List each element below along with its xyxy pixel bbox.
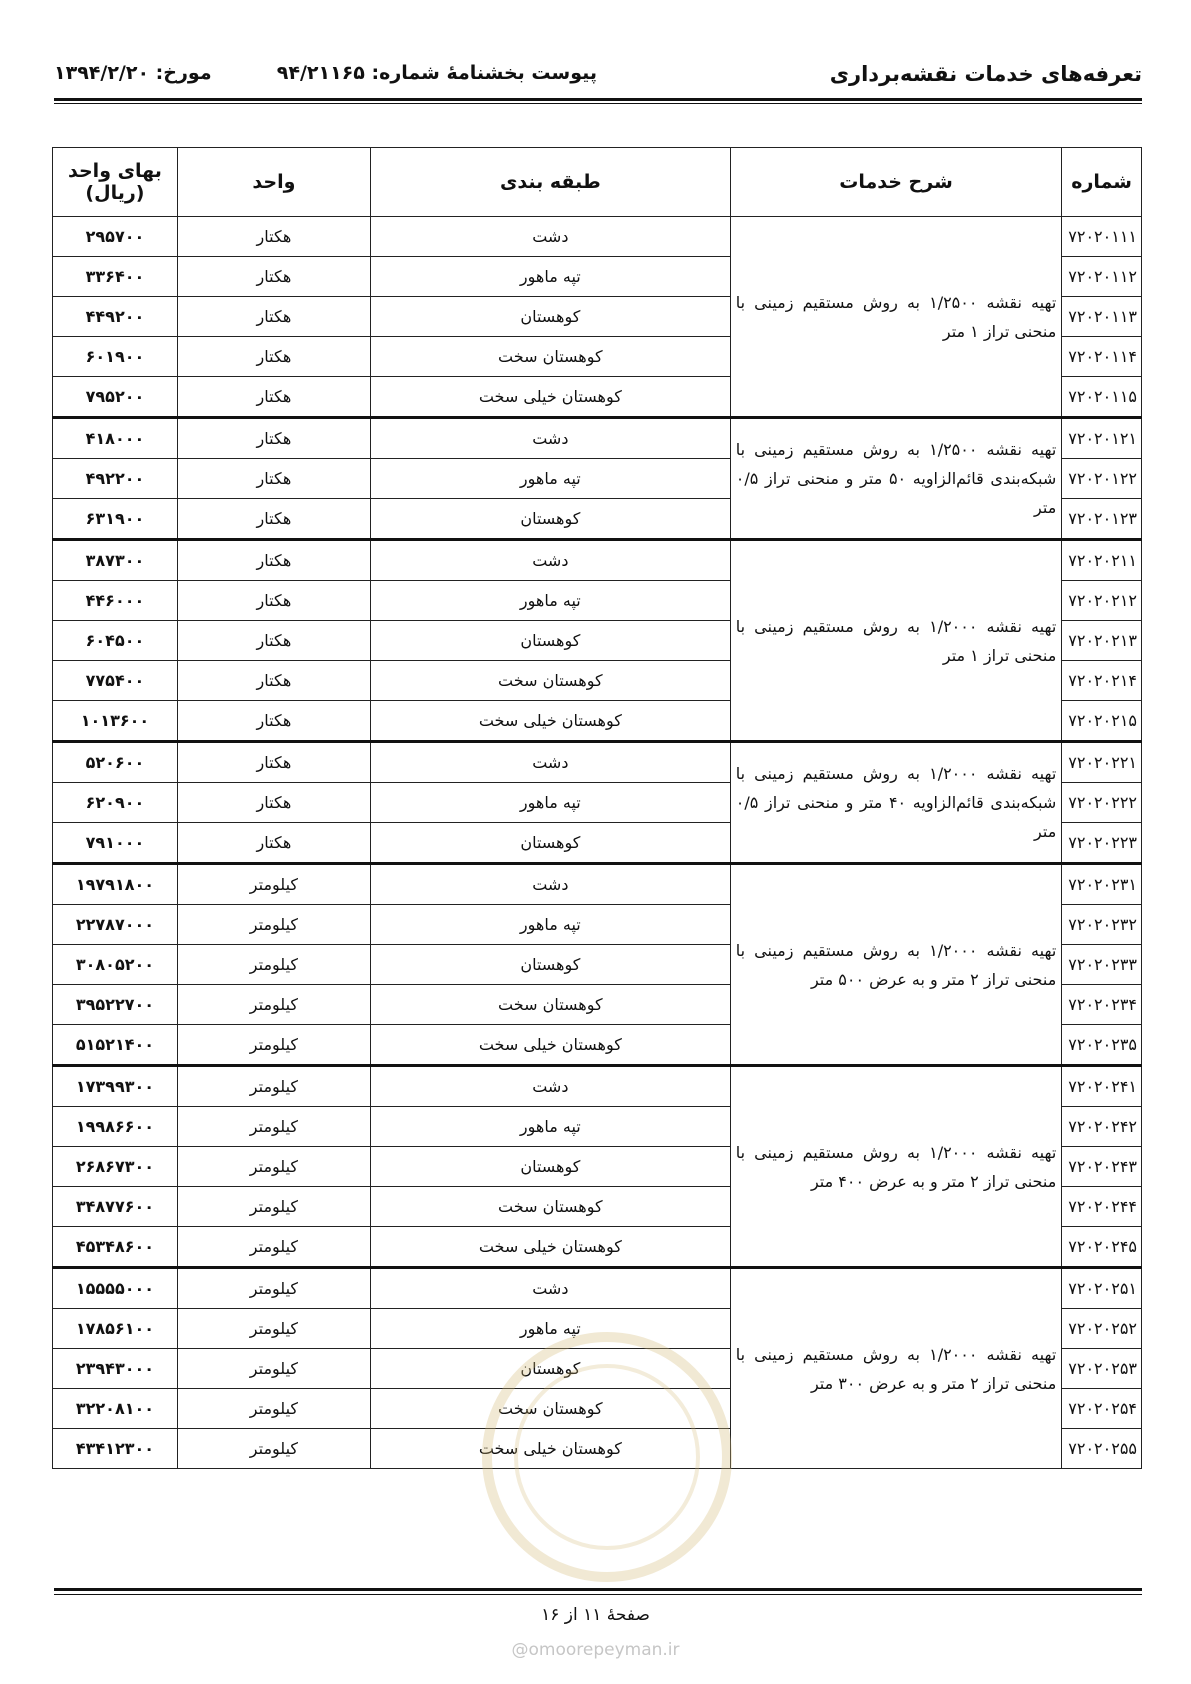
terrain-class: کوهستان — [370, 621, 730, 661]
service-code: ۷۲۰۲۰۲۵۵ — [1062, 1429, 1142, 1469]
terrain-class: کوهستان خیلی سخت — [370, 1227, 730, 1268]
terrain-class: دشت — [370, 1066, 730, 1107]
unit-price: ۷۹۱۰۰۰ — [53, 823, 178, 864]
unit: کیلومتر — [177, 945, 370, 985]
unit-price: ۱۹۹۸۶۶۰۰ — [53, 1107, 178, 1147]
footer-rule-thick — [54, 1588, 1142, 1591]
service-description: تهیه نقشه ۱/۲۰۰۰ به روش مستقیم زمینی با منحنی تراز ۲ متر و به عرض ۳۰۰ متر — [730, 1268, 1062, 1469]
unit-price: ۱۷۳۹۹۳۰۰ — [53, 1066, 178, 1107]
unit-price: ۴۳۴۱۲۳۰۰ — [53, 1429, 178, 1469]
table-body — [53, 217, 1142, 1469]
unit-price: ۳۴۸۷۷۶۰۰ — [53, 1187, 178, 1227]
service-code: ۷۲۰۲۰۲۴۳ — [1062, 1147, 1142, 1187]
terrain-class: کوهستان خیلی سخت — [370, 1429, 730, 1469]
unit: هکتار — [177, 701, 370, 742]
terrain-class: کوهستان — [370, 945, 730, 985]
unit-price: ۶۰۱۹۰۰ — [53, 337, 178, 377]
unit: کیلومتر — [177, 1147, 370, 1187]
service-code: ۷۲۰۲۰۱۱۵ — [1062, 377, 1142, 418]
unit: هکتار — [177, 621, 370, 661]
unit-price: ۲۲۷۸۷۰۰۰ — [53, 905, 178, 945]
unit-price: ۷۹۵۲۰۰ — [53, 377, 178, 418]
page-number: صفحهٔ ۱۱ از ۱۶ — [541, 1605, 650, 1625]
service-description: تهیه نقشه ۱/۲۰۰۰ به روش مستقیم زمینی با منحنی تراز ۲ متر و به عرض ۴۰۰ متر — [730, 1066, 1062, 1268]
unit: هکتار — [177, 742, 370, 783]
unit-price: ۳۹۵۲۲۷۰۰ — [53, 985, 178, 1025]
column-header-classification: طبقه بندی — [370, 148, 730, 217]
terrain-class: کوهستان سخت — [370, 337, 730, 377]
unit: هکتار — [177, 418, 370, 459]
unit: کیلومتر — [177, 985, 370, 1025]
terrain-class: کوهستان سخت — [370, 985, 730, 1025]
unit: هکتار — [177, 377, 370, 418]
unit-price: ۶۲۰۹۰۰ — [53, 783, 178, 823]
unit: کیلومتر — [177, 864, 370, 905]
terrain-class: دشت — [370, 418, 730, 459]
terrain-class: کوهستان خیلی سخت — [370, 701, 730, 742]
terrain-class: کوهستان — [370, 823, 730, 864]
unit-price: ۷۷۵۴۰۰ — [53, 661, 178, 701]
terrain-class: کوهستان سخت — [370, 1187, 730, 1227]
unit-price: ۲۹۵۷۰۰ — [53, 217, 178, 257]
unit: هکتار — [177, 499, 370, 540]
service-code: ۷۲۰۲۰۲۵۱ — [1062, 1268, 1142, 1309]
service-description: تهیه نقشه ۱/۲۰۰۰ به روش مستقیم زمینی با منحنی تراز ۲ متر و به عرض ۵۰۰ متر — [730, 864, 1062, 1066]
unit: هکتار — [177, 823, 370, 864]
terrain-class: تپه ماهور — [370, 257, 730, 297]
service-code: ۷۲۰۲۰۲۱۴ — [1062, 661, 1142, 701]
column-header-code: شماره — [1062, 148, 1142, 217]
table-row — [53, 418, 1142, 459]
unit: هکتار — [177, 783, 370, 823]
service-code: ۷۲۰۲۰۲۳۳ — [1062, 945, 1142, 985]
service-code: ۷۲۰۲۰۱۱۳ — [1062, 297, 1142, 337]
page-header — [54, 58, 1142, 94]
unit-price: ۴۱۸۰۰۰ — [53, 418, 178, 459]
service-code: ۷۲۰۲۰۲۱۲ — [1062, 581, 1142, 621]
terrain-class: دشت — [370, 217, 730, 257]
service-code: ۷۲۰۲۰۲۳۵ — [1062, 1025, 1142, 1066]
service-code: ۷۲۰۲۰۲۵۳ — [1062, 1349, 1142, 1389]
unit-price: ۱۹۷۹۱۸۰۰ — [53, 864, 178, 905]
unit-price: ۲۶۸۶۷۳۰۰ — [53, 1147, 178, 1187]
terrain-class: کوهستان خیلی سخت — [370, 377, 730, 418]
unit-price: ۴۹۲۲۰۰ — [53, 459, 178, 499]
unit-price: ۴۴۶۰۰۰ — [53, 581, 178, 621]
terrain-class: کوهستان سخت — [370, 661, 730, 701]
service-code: ۷۲۰۲۰۱۲۱ — [1062, 418, 1142, 459]
table-row — [53, 217, 1142, 257]
header-rule-thick — [54, 98, 1142, 101]
unit: کیلومتر — [177, 905, 370, 945]
terrain-class: تپه ماهور — [370, 581, 730, 621]
service-description: تهیه نقشه ۱/۲۰۰۰ به روش مستقیم زمینی با شبکه‌بندی قائم‌الزاویه ۴۰ متر و منحنی تراز ۰/۵ متر — [730, 742, 1062, 864]
terrain-class: تپه ماهور — [370, 1107, 730, 1147]
unit: هکتار — [177, 217, 370, 257]
service-code: ۷۲۰۲۰۱۱۴ — [1062, 337, 1142, 377]
header-rule-thin — [54, 103, 1142, 104]
unit: کیلومتر — [177, 1268, 370, 1309]
column-header-unit-price: بهای واحد (ریال) — [53, 148, 178, 217]
unit-price: ۱۵۵۵۵۰۰۰ — [53, 1268, 178, 1309]
service-code: ۷۲۰۲۰۲۲۱ — [1062, 742, 1142, 783]
unit: کیلومتر — [177, 1349, 370, 1389]
watermark-site: @omoorepeyman.ir — [511, 1640, 680, 1660]
unit: هکتار — [177, 661, 370, 701]
table-row — [53, 1268, 1142, 1309]
table-row — [53, 1066, 1142, 1107]
terrain-class: کوهستان — [370, 1349, 730, 1389]
service-description: تهیه نقشه ۱/۲۵۰۰ به روش مستقیم زمینی با منحنی تراز ۱ متر — [730, 217, 1062, 418]
service-code: ۷۲۰۲۰۲۵۴ — [1062, 1389, 1142, 1429]
terrain-class: تپه ماهور — [370, 905, 730, 945]
unit: کیلومتر — [177, 1066, 370, 1107]
service-code: ۷۲۰۲۰۱۱۲ — [1062, 257, 1142, 297]
unit-price: ۲۳۹۴۳۰۰۰ — [53, 1349, 178, 1389]
unit: هکتار — [177, 540, 370, 581]
document-title: تعرفه‌های خدمات نقشه‌برداری — [829, 62, 1142, 86]
unit: کیلومتر — [177, 1187, 370, 1227]
column-header-description: شرح خدمات — [730, 148, 1062, 217]
unit-price: ۳۲۲۰۸۱۰۰ — [53, 1389, 178, 1429]
terrain-class: دشت — [370, 1268, 730, 1309]
service-code: ۷۲۰۲۰۲۱۳ — [1062, 621, 1142, 661]
table-header-row — [53, 148, 1142, 217]
unit: هکتار — [177, 459, 370, 499]
service-description: تهیه نقشه ۱/۲۰۰۰ به روش مستقیم زمینی با منحنی تراز ۱ متر — [730, 540, 1062, 742]
footer-rule-thin — [54, 1594, 1142, 1595]
table-row — [53, 864, 1142, 905]
unit: کیلومتر — [177, 1429, 370, 1469]
unit-price: ۵۲۰۶۰۰ — [53, 742, 178, 783]
document-date: مورخ: ۱۳۹۴/۲/۲۰ — [54, 62, 212, 84]
service-code: ۷۲۰۲۰۱۲۲ — [1062, 459, 1142, 499]
unit-price: ۵۱۵۲۱۴۰۰ — [53, 1025, 178, 1066]
service-code: ۷۲۰۲۰۲۳۱ — [1062, 864, 1142, 905]
service-code: ۷۲۰۲۰۲۱۵ — [1062, 701, 1142, 742]
service-code: ۷۲۰۲۰۲۴۱ — [1062, 1066, 1142, 1107]
unit: کیلومتر — [177, 1107, 370, 1147]
service-code: ۷۲۰۲۰۲۱۱ — [1062, 540, 1142, 581]
unit-price: ۶۰۴۵۰۰ — [53, 621, 178, 661]
service-code: ۷۲۰۲۰۲۴۲ — [1062, 1107, 1142, 1147]
service-code: ۷۲۰۲۰۲۴۵ — [1062, 1227, 1142, 1268]
service-code: ۷۲۰۲۰۲۳۲ — [1062, 905, 1142, 945]
attachment-reference: پیوست بخشنامهٔ شماره: ۹۴/۲۱۱۶۵ — [276, 62, 597, 84]
tariff-table — [52, 147, 1142, 1469]
unit: هکتار — [177, 257, 370, 297]
service-code: ۷۲۰۲۰۱۱۱ — [1062, 217, 1142, 257]
terrain-class: کوهستان — [370, 297, 730, 337]
service-code: ۷۲۰۲۰۲۳۴ — [1062, 985, 1142, 1025]
service-code: ۷۲۰۲۰۲۴۴ — [1062, 1187, 1142, 1227]
service-code: ۷۲۰۲۰۲۲۲ — [1062, 783, 1142, 823]
unit-price: ۳۳۶۴۰۰ — [53, 257, 178, 297]
unit-price: ۴۵۳۴۸۶۰۰ — [53, 1227, 178, 1268]
unit-price: ۱۰۱۳۶۰۰ — [53, 701, 178, 742]
terrain-class: کوهستان خیلی سخت — [370, 1025, 730, 1066]
unit-price: ۳۸۷۳۰۰ — [53, 540, 178, 581]
table-row — [53, 540, 1142, 581]
unit-price: ۱۷۸۵۶۱۰۰ — [53, 1309, 178, 1349]
service-code: ۷۲۰۲۰۲۲۳ — [1062, 823, 1142, 864]
terrain-class: دشت — [370, 540, 730, 581]
service-code: ۷۲۰۲۰۱۲۳ — [1062, 499, 1142, 540]
unit-price: ۶۳۱۹۰۰ — [53, 499, 178, 540]
unit: هکتار — [177, 581, 370, 621]
unit: هکتار — [177, 297, 370, 337]
unit: کیلومتر — [177, 1025, 370, 1066]
terrain-class: کوهستان — [370, 1147, 730, 1187]
service-description: تهیه نقشه ۱/۲۵۰۰ به روش مستقیم زمینی با شبکه‌بندی قائم‌الزاویه ۵۰ متر و منحنی تراز ۰/۵ متر — [730, 418, 1062, 540]
unit-price: ۳۰۸۰۵۲۰۰ — [53, 945, 178, 985]
column-header-unit: واحد — [177, 148, 370, 217]
terrain-class: تپه ماهور — [370, 459, 730, 499]
terrain-class: تپه ماهور — [370, 783, 730, 823]
terrain-class: دشت — [370, 864, 730, 905]
terrain-class: کوهستان — [370, 499, 730, 540]
unit: کیلومتر — [177, 1309, 370, 1349]
terrain-class: کوهستان سخت — [370, 1389, 730, 1429]
unit: کیلومتر — [177, 1227, 370, 1268]
table-row — [53, 742, 1142, 783]
unit: هکتار — [177, 337, 370, 377]
terrain-class: دشت — [370, 742, 730, 783]
service-code: ۷۲۰۲۰۲۵۲ — [1062, 1309, 1142, 1349]
unit-price: ۴۴۹۲۰۰ — [53, 297, 178, 337]
terrain-class: تپه ماهور — [370, 1309, 730, 1349]
unit: کیلومتر — [177, 1389, 370, 1429]
